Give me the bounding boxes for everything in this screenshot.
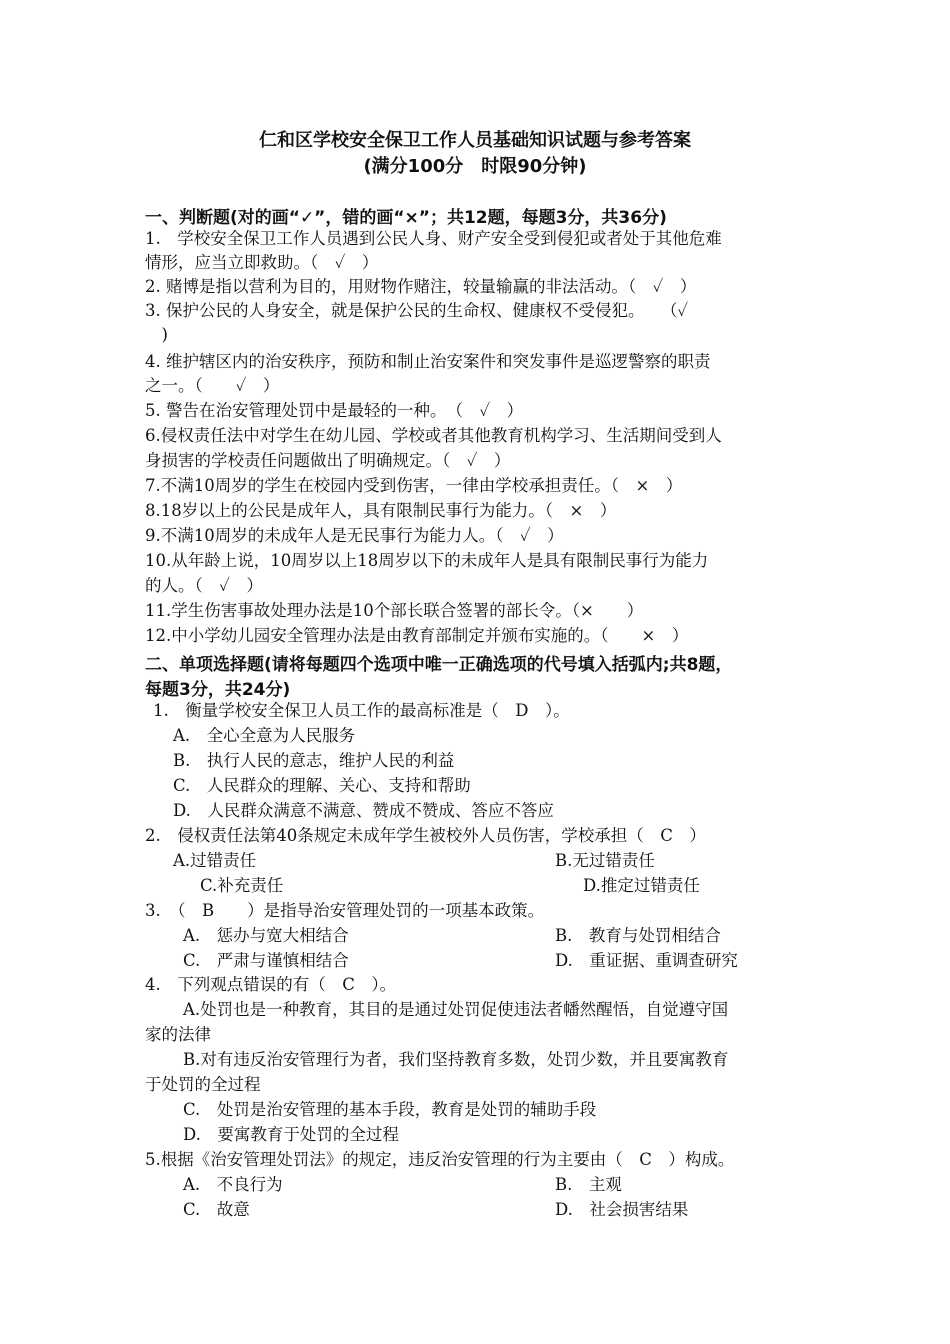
judge-line: 10.从年龄上说，10周岁以上18周岁以下的未成年人是具有限制民事行为能力 bbox=[145, 551, 709, 570]
question-2-stem: 2. 侵权责任法第40条规定未成年学生被校外人员伤害，学校承担（ C ） bbox=[145, 826, 706, 845]
question-1-stem: 1. 衡量学校安全保卫人员工作的最高标准是（ D ）。 bbox=[153, 701, 570, 720]
question-2-option-a: A.过错责任 bbox=[173, 851, 257, 870]
question-4-option-b: B.对有违反治安管理行为者，我们坚持教育多数，处罚少数，并且要寓教育 bbox=[183, 1050, 729, 1069]
question-5-option-d: D. 社会损害结果 bbox=[555, 1200, 689, 1219]
judge-line: 1. 学校安全保卫工作人员遇到公民人身、财产安全受到侵犯或者处于其他危难 bbox=[145, 229, 722, 248]
question-1-option-a: A. 全心全意为人民服务 bbox=[173, 726, 356, 745]
judge-line: 情形，应当立即救助。（ ✓ ） bbox=[145, 253, 379, 272]
judge-line: 11.学生伤害事故处理办法是10个部长联合签署的部长令。（× ） bbox=[145, 601, 644, 620]
question-1-option-c: C. 人民群众的理解、关心、支持和帮助 bbox=[173, 776, 471, 795]
judge-line: 12.中小学幼儿园安全管理办法是由教育部制定并颁布实施的。（ × ） bbox=[145, 626, 689, 645]
judge-line: 5. 警告在治安管理处罚中是最轻的一种。 （ ✓ ） bbox=[145, 401, 524, 420]
question-1-option-d: D. 人民群众满意不满意、赞成不赞成、答应不答应 bbox=[173, 801, 554, 820]
question-2-option-d: D.推定过错责任 bbox=[583, 876, 700, 895]
judge-line: 3. 保护公民的人身安全，就是保护公民的生命权、健康权不受侵犯。 （✓ bbox=[145, 301, 689, 320]
question-2-option-b: B.无过错责任 bbox=[555, 851, 655, 870]
judge-line: 之一。（ ✓ ） bbox=[145, 376, 280, 395]
page-title: 仁和区学校安全保卫工作人员基础知识试题与参考答案 bbox=[259, 130, 691, 151]
judge-line: 9.不满10周岁的未成年人是无民事行为能力人。（ ✓ ） bbox=[145, 526, 564, 545]
question-5-option-c: C. 故意 bbox=[183, 1200, 250, 1219]
judge-line: 8.18岁以上的公民是成年人，具有限制民事行为能力。（ × ） bbox=[145, 501, 617, 520]
question-4-option-d: D. 要寓教育于处罚的全过程 bbox=[183, 1125, 399, 1144]
question-4-option-b-cont: 于处罚的全过程 bbox=[145, 1075, 261, 1094]
question-5-stem: 5.根据《治安管理处罚法》的规定，违反治安管理的行为主要由（ C ）构成。 bbox=[145, 1150, 735, 1169]
judge-line: 2. 赌博是指以营利为目的，用财物作赌注，较量输赢的非法活动。（ ✓ ） bbox=[145, 277, 697, 296]
question-3-option-b: B. 教育与处罚相结合 bbox=[555, 926, 721, 945]
question-4-option-c: C. 处罚是治安管理的基本手段，教育是处罚的辅助手段 bbox=[183, 1100, 597, 1119]
question-3-option-d: D. 重证据、重调查研究 bbox=[555, 951, 738, 970]
judge-line: 7.不满10周岁的学生在校园内受到伤害，一律由学校承担责任。（ × ） bbox=[145, 476, 683, 495]
section-2-heading: 二、单项选择题(请将每题四个选项中唯一正确选项的代号填入括弧内;共8题， bbox=[145, 655, 733, 675]
judge-line: 4. 维护辖区内的治安秩序，预防和制止治安案件和突发事件是巡逻警察的职责 bbox=[145, 352, 711, 371]
question-5-option-b: B. 主观 bbox=[555, 1175, 622, 1194]
question-5-option-a: A. 不良行为 bbox=[183, 1175, 283, 1194]
question-3-option-c: C. 严肃与谨慎相结合 bbox=[183, 951, 349, 970]
section-1-heading: 一、判断题(对的画“✓”，错的画“×”；共12题，每题3分，共36分) bbox=[145, 208, 667, 228]
judge-line: ) bbox=[145, 325, 168, 344]
question-3-option-a: A. 惩办与宽大相结合 bbox=[183, 926, 349, 945]
question-4-option-a-cont: 家的法律 bbox=[145, 1025, 211, 1044]
question-3-stem: 3. （ B ）是指导治安管理处罚的一项基本政策。 bbox=[145, 901, 545, 920]
judge-line: 的人。（ ✓ ） bbox=[145, 576, 263, 595]
judge-line: 6.侵权责任法中对学生在幼儿园、学校或者其他教育机构学习、生活期间受到人 bbox=[145, 426, 722, 445]
section-2-heading-cont: 每题3分，共24分) bbox=[145, 680, 291, 700]
judge-line: 身损害的学校责任问题做出了明确规定。（ ✓ ） bbox=[145, 451, 511, 470]
question-1-option-b: B. 执行人民的意志，维护人民的利益 bbox=[173, 751, 455, 770]
question-4-stem: 4. 下列观点错误的有（ C ）。 bbox=[145, 975, 397, 994]
question-2-option-c: C.补充责任 bbox=[200, 876, 284, 895]
question-4-option-a: A.处罚也是一种教育，其目的是通过处罚促使违法者幡然醒悟，自觉遵守国 bbox=[183, 1000, 729, 1019]
page-subtitle: (满分100分 时限90分钟) bbox=[363, 156, 587, 177]
